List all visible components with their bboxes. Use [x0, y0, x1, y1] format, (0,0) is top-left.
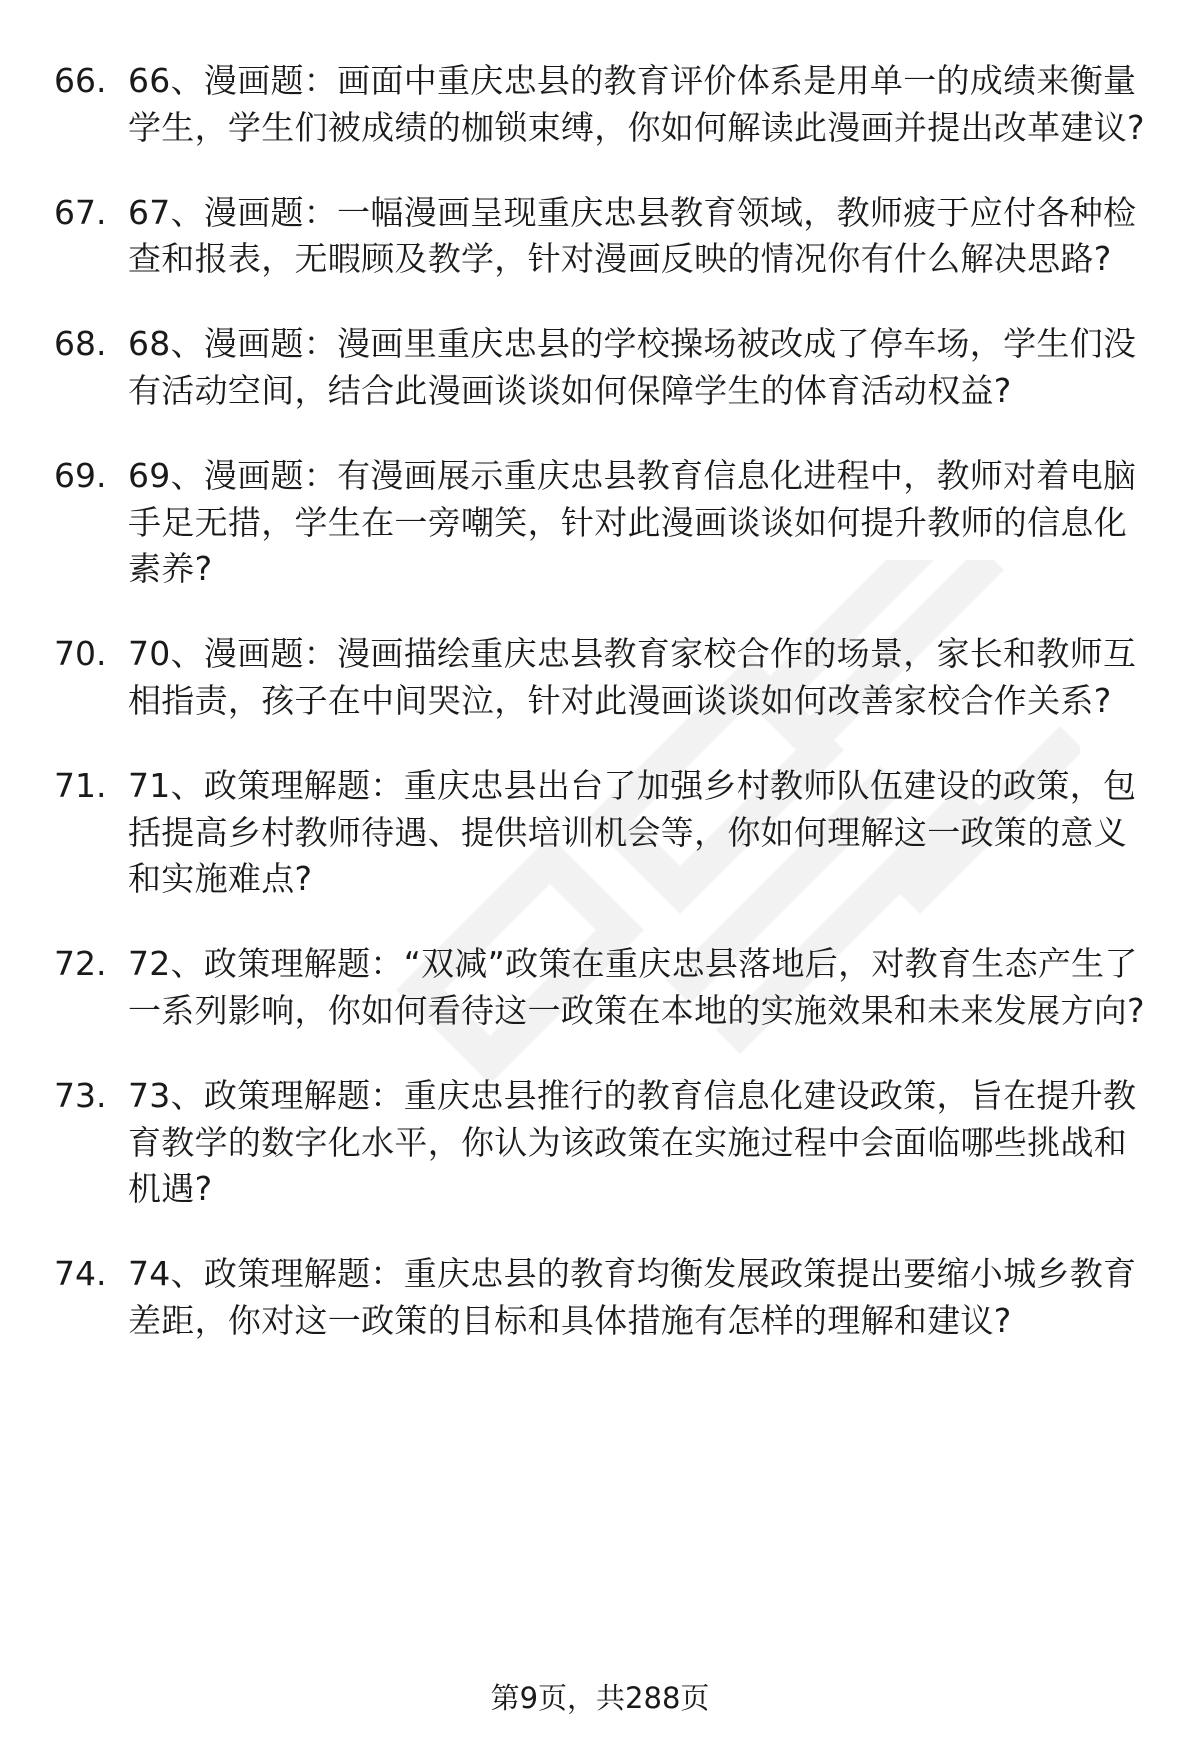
question-list [54, 58, 1150, 1383]
list-item [54, 321, 1150, 415]
question-number: 71. [54, 765, 107, 805]
list-item [54, 58, 1150, 152]
question-text: 69、漫画题：有漫画展示重庆忠县教育信息化进程中，教师对着电脑手足无措，学生在一旁嘲笑，针对此漫画谈谈如何提升教师的信息化素养? [128, 455, 1137, 589]
list-item [54, 631, 1150, 725]
question-text: 70、漫画题：漫画描绘重庆忠县教育家校合作的场景，家长和教师互相指责，孩子在中间哭泣，针对此漫画谈谈如何改善家校合作关系? [128, 634, 1137, 720]
question-number: 74. [54, 1254, 107, 1294]
list-item [54, 763, 1150, 903]
question-text: 68、漫画题：漫画里重庆忠县的学校操场被改成了停车场，学生们没有活动空间，结合此漫画谈谈如何保障学生的体育活动权益? [128, 324, 1137, 410]
question-number: 72. [54, 944, 107, 984]
question-text: 74、政策理解题：重庆忠县的教育均衡发展政策提出要缩小城乡教育差距，你对这一政策的目标和具体措施有怎样的理解和建议? [128, 1254, 1137, 1340]
question-number: 73. [54, 1075, 107, 1115]
list-item [54, 1073, 1150, 1213]
question-number: 67. [54, 192, 107, 232]
list-item [54, 453, 1150, 593]
question-number: 69. [54, 455, 107, 495]
question-text: 66、漫画题：画面中重庆忠县的教育评价体系是用单一的成绩来衡量学生，学生们被成绩的枷锁束缚，你如何解读此漫画并提出改革建议? [128, 61, 1145, 147]
question-text: 71、政策理解题：重庆忠县出台了加强乡村教师队伍建设的政策，包括提高乡村教师待遇、提供培训机会等，你如何理解这一政策的意义和实施难点? [128, 765, 1137, 899]
question-text: 73、政策理解题：重庆忠县推行的教育信息化建设政策，旨在提升教育教学的数字化水平，你认为该政策在实施过程中会面临哪些挑战和机遇? [128, 1075, 1137, 1209]
page-indicator: 第9页，共288页 [490, 1681, 710, 1715]
question-number: 66. [54, 61, 107, 100]
list-item [54, 190, 1150, 284]
question-number: 70. [54, 634, 107, 674]
question-text: 67、漫画题：一幅漫画呈现重庆忠县教育领域，教师疲于应付各种检查和报表，无暇顾及教学，针对漫画反映的情况你有什么解决思路? [128, 192, 1137, 279]
question-number: 68. [54, 324, 107, 364]
list-item [54, 1251, 1150, 1345]
question-text: 72、政策理解题：“双减”政策在重庆忠县落地后，对教育生态产生了一系列影响，你如何看待这一政策在本地的实施效果和未来发展方向? [128, 944, 1145, 1030]
list-item [54, 941, 1150, 1035]
